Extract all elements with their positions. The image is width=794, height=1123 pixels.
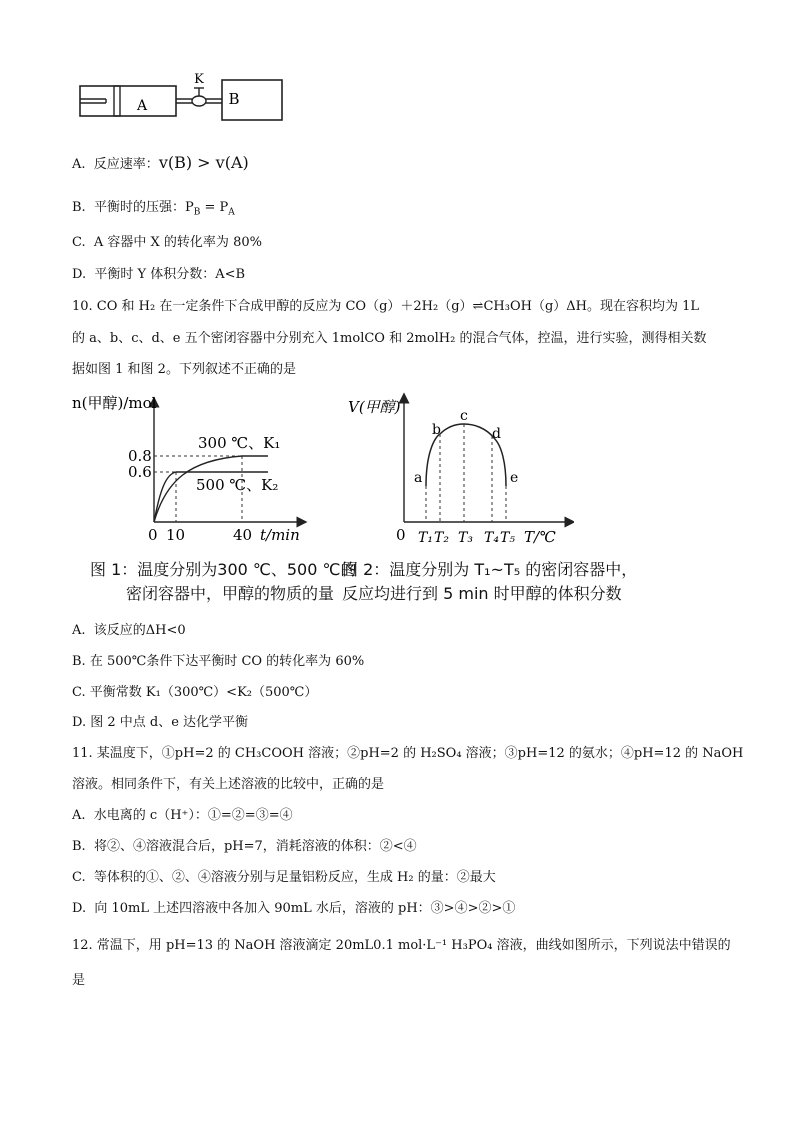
option-letter: D.: [72, 715, 87, 730]
fig1-xtick-10: 10: [166, 526, 186, 544]
option-letter: A.: [72, 157, 86, 172]
fig2-caption-line2: 反应均进行到 5 min 时甲醇的体积分数: [342, 584, 622, 603]
fig2-point-e: e: [510, 470, 519, 486]
option-letter: C.: [72, 235, 86, 250]
fig1-xtick-40: 40: [233, 526, 253, 544]
option-math: = P: [200, 200, 229, 215]
fig2-xtick-t2: T₂: [434, 530, 449, 546]
q9-option-b: [72, 199, 235, 222]
valve-k-label: K: [194, 72, 204, 87]
fig1-curve-300-label: 300 ℃、K₁: [198, 434, 281, 452]
fig1-caption-line1: 图 1：温度分别为300 ℃、500 ℃的: [90, 560, 357, 579]
option-letter: C.: [72, 870, 86, 885]
q10-stem-line2: 的 a、b、c、d、e 五个密闭容器中分别充入 1molCO 和 2molH₂ 的混合气体，控温，进行实验，测得相关数: [72, 331, 707, 346]
fig2-point-d: d: [492, 426, 501, 442]
fig2-xtick-t4: T₄: [484, 530, 499, 546]
q11-option-b: [72, 838, 417, 856]
option-letter: B.: [72, 200, 86, 215]
q10-option-d: [72, 714, 248, 732]
fig2-point-a: a: [414, 470, 423, 486]
fig1-ytick-0.6: 0.6: [128, 463, 152, 481]
q9-option-d: [72, 266, 245, 284]
option-math: P: [184, 200, 194, 215]
figure-1-graph: [70, 390, 310, 550]
fig2-y-axis-label: V(甲醇): [348, 398, 401, 416]
q11-option-d: [72, 900, 515, 918]
option-text: 等体积的①、②、④溶液分别与足量铝粉反应，生成 H₂ 的量：②最大: [93, 870, 496, 885]
option-text: 该反应的ΔH<0: [93, 623, 186, 638]
option-text: 平衡时 Y 体积分数：A<B: [94, 267, 246, 282]
fig1-y-axis-label: n(甲醇)/mol: [72, 394, 157, 412]
q11-stem-line2: 溶液。相同条件下，有关上述溶液的比较中，正确的是: [72, 777, 385, 792]
option-text: 平衡常数 K₁（300℃）<K₂（500℃）: [89, 685, 318, 700]
container-a-label: A: [136, 98, 148, 114]
option-letter: D.: [72, 901, 87, 916]
q12-stem-line1: 12. 常温下，用 pH=13 的 NaOH 溶液滴定 20mL0.1 mol·L⁻¹ H₃PO₄ 溶液，曲线如图所示，下列说法中错误的: [72, 938, 731, 953]
option-math: v(B) > v(A): [158, 153, 249, 172]
container-b-label: B: [228, 90, 240, 108]
q9-option-c: [72, 234, 262, 252]
fig2-point-b: b: [432, 422, 441, 438]
q12-stem-line2: 是: [72, 973, 86, 988]
fig1-x-axis-label: t/min: [260, 526, 300, 544]
option-sub: B: [193, 207, 201, 218]
fig1-origin: 0: [148, 526, 158, 544]
q10-stem-line1: 10. CO 和 H₂ 在一定条件下合成甲醇的反应为 CO（g）＋2H₂（g）⇌CH₃OH（g）ΔH。现在容积均为 1L: [72, 299, 700, 314]
option-text: 反应速率：: [93, 157, 159, 172]
fig2-xtick-t5: T₅: [500, 530, 515, 546]
option-text: 平衡时的压强：: [93, 200, 185, 215]
option-letter: B.: [72, 839, 86, 854]
option-text: 图 2 中点 d、e 达化学平衡: [90, 715, 249, 730]
option-text: 在 500℃条件下达平衡时 CO 的转化率为 60%: [89, 654, 365, 669]
fig2-x-axis-label: T/℃: [524, 528, 556, 546]
figure-2-graph: [344, 390, 574, 550]
option-sub: A: [228, 207, 235, 218]
fig2-origin: 0: [396, 526, 406, 544]
fig2-xtick-t3: T₃: [458, 530, 473, 546]
option-text: 水电离的 c（H⁺）：①=②=③=④: [93, 808, 293, 823]
option-letter: D.: [72, 267, 87, 282]
fig1-ytick-0.8: 0.8: [128, 447, 152, 465]
fig2-point-c: c: [460, 408, 468, 424]
option-text: 将②、④溶液混合后，pH=7，消耗溶液的体积：②<④: [93, 839, 417, 854]
q10-option-c: [72, 684, 317, 702]
option-text: 向 10mL 上述四溶液中各加入 90mL 水后，溶液的 pH：③>④>②>①: [94, 901, 516, 916]
option-text: A 容器中 X 的转化率为 80%: [93, 235, 262, 250]
option-letter: C.: [72, 685, 86, 700]
apparatus-diagram: [76, 70, 286, 122]
fig1-curve-500-label: 500 ℃、K₂: [196, 476, 279, 494]
q10-stem-line3: 据如图 1 和图 2。下列叙述不正确的是: [72, 362, 296, 377]
option-letter: A.: [72, 623, 86, 638]
fig2-xtick-t1: T₁: [418, 530, 433, 546]
q11-stem-line1: 11. 某温度下，①pH=2 的 CH₃COOH 溶液；②pH=2 的 H₂SO₄ 溶液；③pH=12 的氨水；④pH=12 的 NaOH: [72, 746, 744, 761]
fig2-caption-line1: 图 2：温度分别为 T₁~T₅ 的密闭容器中，: [342, 560, 638, 579]
option-letter: A.: [72, 808, 86, 823]
option-letter: B.: [72, 654, 86, 669]
q9-option-a: [72, 154, 249, 174]
q11-option-c: [72, 869, 496, 887]
q10-option-a: [72, 622, 186, 640]
q11-option-a: [72, 807, 293, 825]
q10-option-b: [72, 653, 364, 671]
fig1-caption-line2: 密闭容器中，甲醇的物质的量: [126, 584, 335, 603]
